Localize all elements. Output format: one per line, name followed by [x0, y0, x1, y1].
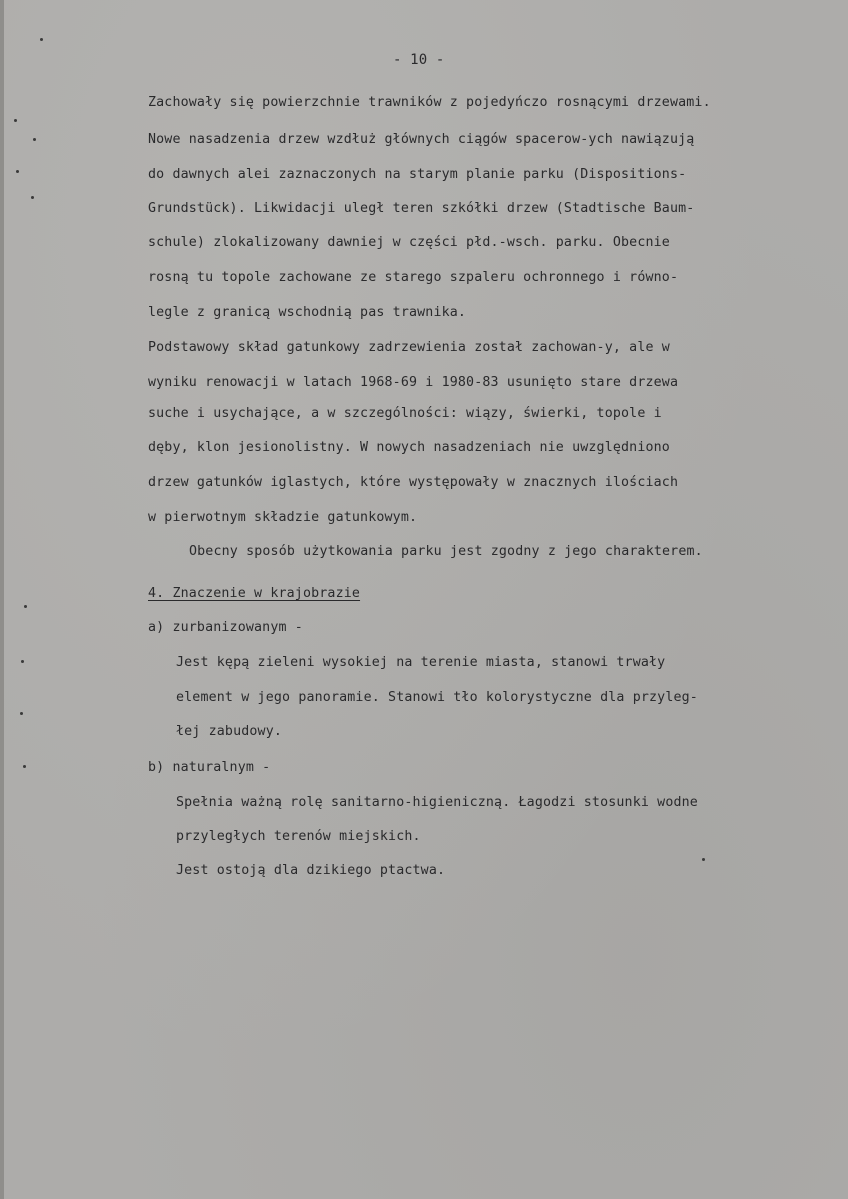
page-number: - 10 -: [393, 52, 445, 68]
paragraph-2-line-6: w pierwotnym składzie gatunkowym.: [148, 510, 418, 525]
item-a-label: a) zurbanizowanym -: [148, 620, 303, 635]
item-a-line-1: Jest kępą zieleni wysokiej na terenie miasta, stanowi trwały: [176, 655, 666, 670]
item-b-line-1: Spełnia ważną rolę sanitarno-higieniczną. Łagodzi stosunki wodne: [176, 795, 698, 810]
margin-speck: [40, 38, 43, 41]
item-a-line-2: element w jego panoramie. Stanowi tło kolorystyczne dla przyleg-: [176, 690, 698, 705]
margin-speck: [33, 138, 36, 141]
margin-speck: [14, 119, 17, 122]
paragraph-1-line-5: schule) zlokalizowany dawniej w części płd.-wsch. parku. Obecnie: [148, 235, 670, 250]
paragraph-1-line-7: legle z granicą wschodnią pas trawnika.: [148, 305, 467, 320]
margin-speck: [16, 170, 19, 173]
item-b-line-2: przyległych terenów miejskich.: [176, 829, 421, 844]
paragraph-1-line-3: do dawnych alei zaznaczonych na starym planie parku (Dispositions-: [148, 167, 687, 182]
margin-speck: [23, 765, 26, 768]
page-edge: [0, 0, 4, 1199]
margin-speck: [20, 712, 23, 715]
item-b-line-3: Jest ostoją dla dzikiego ptactwa.: [176, 863, 446, 878]
paragraph-2-line-3: suche i usychające, a w szczególności: wiązy, świerki, topole i: [148, 406, 662, 421]
section-heading: 4. Znaczenie w krajobrazie: [148, 586, 361, 601]
paragraph-1-line-6: rosną tu topole zachowane ze starego szpaleru ochronnego i równo-: [148, 270, 679, 285]
margin-speck: [21, 660, 24, 663]
paragraph-3: Obecny sposób użytkowania parku jest zgodny z jego charakterem.: [189, 544, 703, 559]
paragraph-1-line-4: Grundstück). Likwidacji uległ teren szkółki drzew (Stadtische Baum-: [148, 201, 695, 216]
paragraph-2-line-4: dęby, klon jesionolistny. W nowych nasadzeniach nie uwzględniono: [148, 440, 670, 455]
margin-speck: [702, 858, 705, 861]
item-b-label: b) naturalnym -: [148, 760, 271, 775]
margin-speck: [24, 605, 27, 608]
paragraph-1-line-1: Zachowały się powierzchnie trawników z pojedyńczo rosnącymi drzewami.: [148, 95, 711, 110]
paragraph-2-line-2: wyniku renowacji w latach 1968-69 i 1980-83 usunięto stare drzewa: [148, 375, 679, 390]
margin-speck: [31, 196, 34, 199]
paragraph-1-line-2: Nowe nasadzenia drzew wzdłuż głównych ciągów spacerow-ych nawiązują: [148, 132, 695, 147]
item-a-line-3: łej zabudowy.: [176, 724, 283, 739]
paragraph-2-line-5: drzew gatunków iglastych, które występowały w znacznych ilościach: [148, 475, 679, 490]
paragraph-2-line-1: Podstawowy skład gatunkowy zadrzewienia został zachowan-y, ale w: [148, 340, 670, 355]
